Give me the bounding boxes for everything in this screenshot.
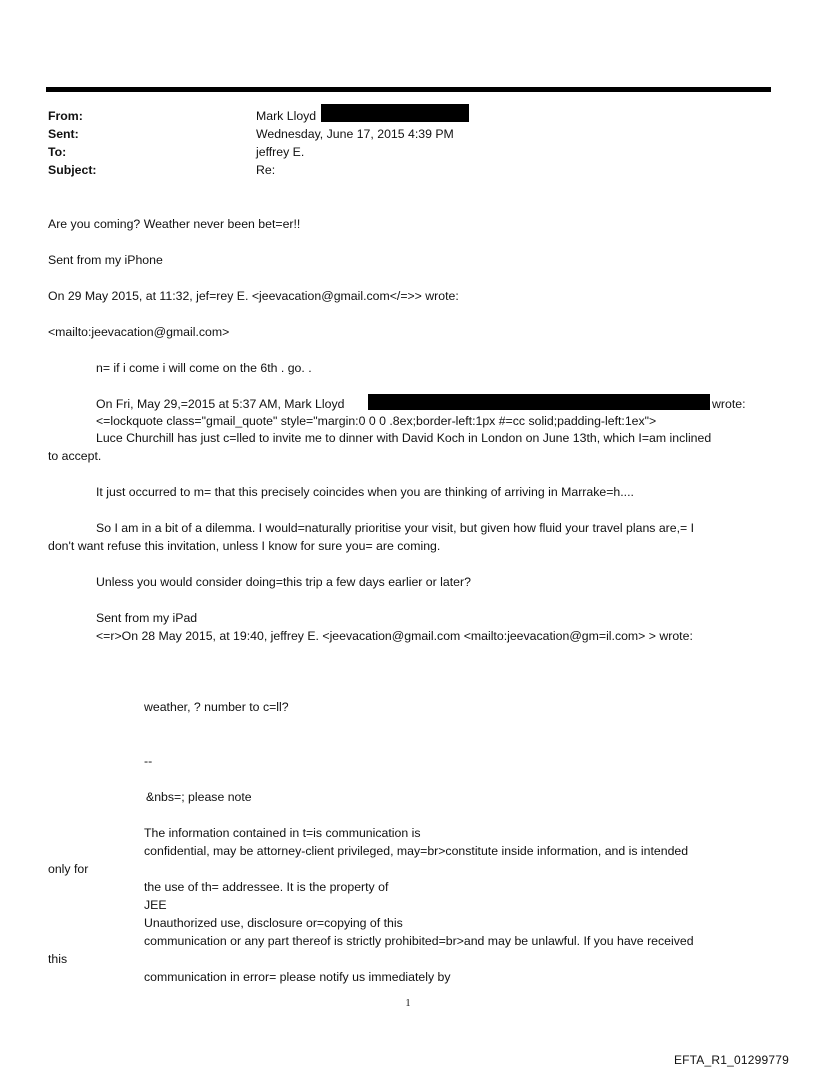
body-line: this — [48, 952, 68, 966]
body-line: communication or any part thereof is strictly prohibited=br>and may be unlawful. If you have received — [144, 934, 694, 948]
sent-value: Wednesday, June 17, 2015 4:39 PM — [256, 127, 454, 141]
page-number: 1 — [405, 998, 411, 1009]
redaction-block — [321, 104, 469, 122]
from-label: From: — [48, 109, 83, 123]
body-line: confidential, may be attorney-client privileged, may=br>constitute inside information, and is intended — [144, 844, 689, 858]
body-line: Unless you would consider doing=this trip a few days earlier or later? — [96, 575, 471, 589]
body-line: On 29 May 2015, at 11:32, jef=rey E. <jeevacation@gmail.com</=>> wrote: — [48, 289, 459, 303]
body-line: <=lockquote class="gmail_quote" style="margin:0 0 0 .8ex;border-left:1px #=cc solid;padding-left:1ex"> — [96, 414, 657, 428]
subject-label: Subject: — [48, 163, 97, 177]
body-line: to accept. — [48, 449, 102, 463]
body-line: Sent from my iPad — [96, 611, 198, 625]
subject-value: Re: — [256, 163, 276, 177]
body-line: Luce Churchill has just c=lled to invite me to dinner with David Koch in London on June 13th, which I=am inclined — [96, 431, 712, 445]
to-value: jeffrey E. — [256, 145, 305, 159]
sent-label: Sent: — [48, 127, 79, 141]
body-line: It just occurred to m= that this precisely coincides when you are thinking of arriving in Marrake=h.... — [96, 485, 634, 499]
body-line: <mailto:jeevacation@gmail.com> — [48, 325, 230, 339]
body-line: JEE — [144, 898, 167, 912]
document-id: EFTA_R1_01299779 — [673, 1053, 789, 1067]
body-line: n= if i come i will come on the 6th . go. . — [96, 361, 312, 375]
from-value: Mark Lloyd — [256, 109, 317, 123]
body-line: Sent from my iPhone — [48, 253, 163, 267]
body-line: wrote: — [712, 397, 746, 411]
header-rule — [46, 87, 771, 92]
body-line: the use of th= addressee. It is the property of — [144, 880, 389, 894]
body-line: <=r>On 28 May 2015, at 19:40, jeffrey E. <jeevacation@gmail.com <mailto:jeevacation@gm=il.com> > wrote: — [96, 629, 693, 643]
body-line: weather, ? number to c=ll? — [144, 700, 289, 714]
body-line: Are you coming? Weather never been bet=er!! — [48, 217, 301, 231]
redaction-block — [368, 394, 710, 410]
body-line: On Fri, May 29,=2015 at 5:37 AM, Mark Lloyd — [96, 397, 345, 411]
body-line: Unauthorized use, disclosure or=copying of this — [144, 916, 403, 930]
body-line: So I am in a bit of a dilemma. I would=naturally prioritise your visit, but given how fluid your travel plans are,= I — [96, 521, 695, 535]
to-label: To: — [48, 145, 67, 159]
body-line: -- — [144, 754, 153, 768]
body-line: only for — [48, 862, 89, 876]
body-line: don't want refuse this invitation, unless I know for sure you= are coming. — [48, 539, 441, 553]
body-line: &nbs=; please note — [146, 790, 252, 804]
body-line: communication in error= please notify us immediately by — [144, 970, 451, 984]
body-line: The information contained in t=is communication is — [144, 826, 421, 840]
